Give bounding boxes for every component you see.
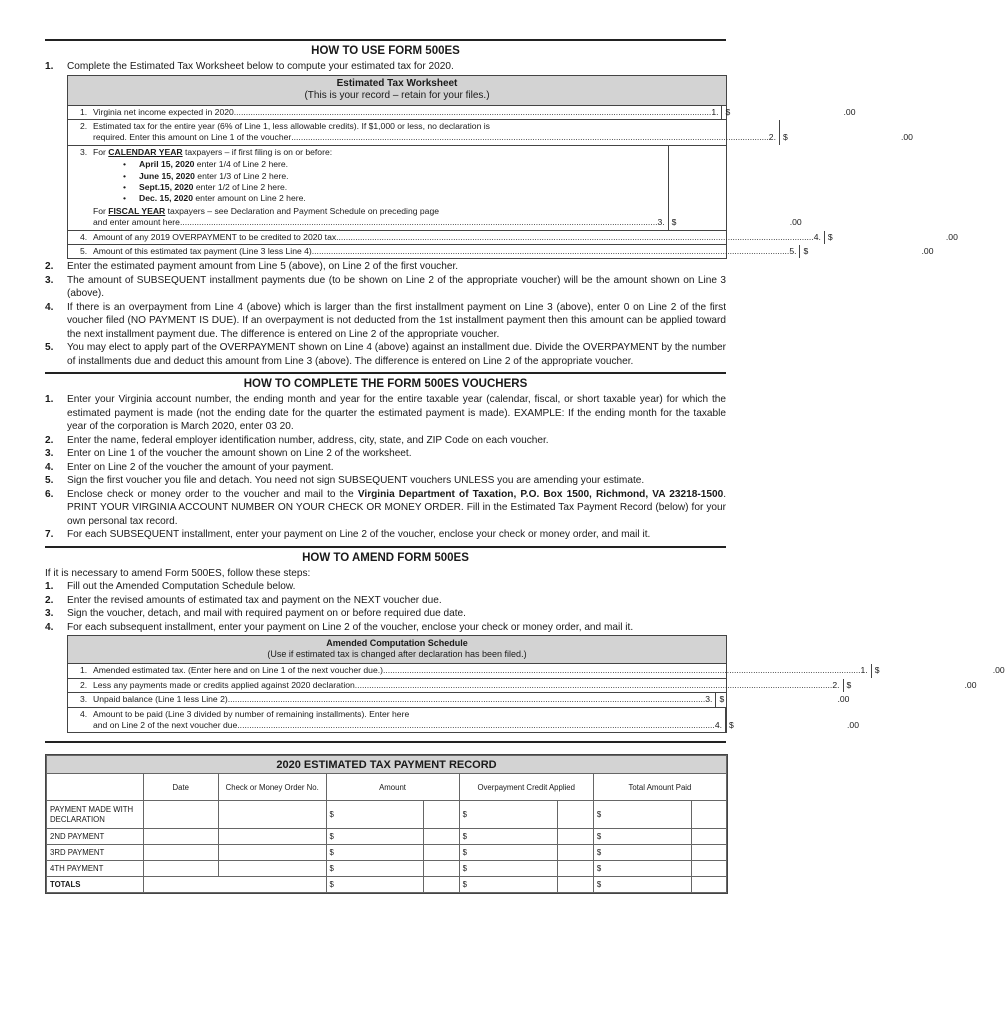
instruction-item: 3. Sign the voucher, detach, and mail with required payment on or before required due date. (45, 608, 466, 620)
check-cell[interactable] (218, 801, 326, 829)
instruction-item: 3. The amount of SUBSEQUENT installment payments due (to be shown on Line 2 of the appropriate voucher) will be the amount shown on Line 3 (above). (45, 274, 726, 300)
amended-computation-schedule (67, 635, 1005, 733)
total-cell[interactable]: $ (593, 829, 691, 845)
row-label: TOTALS (47, 877, 144, 893)
amount-field-line-4[interactable] (824, 231, 961, 244)
overpayment-cell[interactable]: $ (459, 845, 558, 861)
amount-field-amended-4[interactable]: $ .00 (725, 708, 862, 733)
table-row (47, 861, 727, 877)
line-text-cont: and enter amount here (93, 217, 180, 228)
instruction-item: 3. Enter on Line 1 of the voucher the amount shown on Line 2 of the worksheet. (45, 448, 412, 460)
overpayment-cell[interactable]: $ (459, 801, 558, 829)
payment-record-table (45, 754, 728, 894)
schedule-row-2: 2. Less any payments made or credits applied against 2020 declaration ..... 2. $ .00 (68, 679, 726, 693)
line-ref: 1. (711, 106, 719, 117)
dollar-sign: $ (725, 106, 731, 117)
col-check: Check or Money Order No. (218, 774, 326, 801)
list-item: • April 15, 2020 enter 1/4 of Line 2 here. (123, 159, 289, 170)
amount-cell[interactable]: $ (326, 801, 424, 829)
col-amount: Amount (326, 774, 459, 801)
row-label: 2ND PAYMENT (47, 829, 144, 845)
payment-record-title: 2020 ESTIMATED TAX PAYMENT RECORD (47, 756, 727, 774)
table-header-row (47, 774, 727, 801)
line-ref: 5. (789, 245, 797, 256)
line-ref: 2. (768, 132, 776, 143)
total-total-cell[interactable]: $ (593, 877, 691, 893)
amount-field-amended-1[interactable]: $ .00 (871, 664, 1008, 677)
instruction-item: 7. For each SUBSEQUENT installment, enter your payment on Line 2 of the voucher, enclose your check or money order, and mail it. (45, 529, 651, 541)
line-number: 4. (80, 231, 88, 242)
amount-cell[interactable]: $ (326, 845, 424, 861)
amount-total-cell[interactable]: $ (326, 877, 424, 893)
dollar-sign: $ (803, 245, 809, 256)
calendar-year-text: For CALENDAR YEAR taxpayers – if first filing is on or before: (93, 146, 333, 157)
line-text: Less any payments made or credits applied against 2020 declaration (93, 679, 355, 690)
table-row (47, 829, 727, 845)
amount-field-amended-2[interactable]: $ .00 (843, 679, 980, 692)
check-cell[interactable] (218, 845, 326, 861)
schedule-subtitle: (Use if estimated tax is changed after declaration has been filed.) (267, 649, 527, 660)
worksheet-row-2 (68, 120, 913, 146)
amount-field-line-3[interactable] (668, 146, 805, 230)
row-label: 3RD PAYMENT (47, 845, 144, 861)
instruction-item: 4. For each subsequent installment, enter your payment on Line 2 of the voucher, enclose your check or money order, and mail it. (45, 621, 634, 633)
section-rule (45, 372, 726, 374)
col-date: Date (143, 774, 218, 801)
section-title-amend: HOW TO AMEND FORM 500ES (302, 551, 469, 564)
total-cell[interactable]: $ (593, 861, 691, 877)
worksheet-row-4 (68, 231, 958, 245)
amount-field-amended-3[interactable]: $ .00 (715, 693, 852, 706)
fiscal-year-text: For FISCAL YEAR taxpayers – see Declaration and Payment Schedule on preceding page (93, 205, 440, 216)
schedule-row-1: 1. Amended estimated tax. (Enter here and on Line 1 of the next voucher due.) ..... 1. $ .00 (68, 664, 726, 678)
estimated-tax-worksheet (67, 75, 958, 260)
section-rule (45, 546, 726, 548)
dollar-sign: $ (671, 217, 677, 228)
worksheet-title: Estimated Tax Worksheet (336, 77, 458, 89)
line-text: Amount to be paid (Line 3 divided by number of remaining installments). Enter here (93, 708, 410, 719)
instruction-item: 2. Enter the estimated payment amount from Line 5 (above), on Line 2 of the first voucher. (45, 261, 459, 273)
check-cell[interactable] (218, 829, 326, 845)
worksheet-row-5 (68, 245, 934, 258)
schedule-title: Amended Computation Schedule (326, 638, 468, 649)
line-text: Amount of any 2019 OVERPAYMENT to be credited to 2020 tax (93, 231, 337, 242)
instruction-item: 4. If there is an overpayment from Line 4 (above) which is larger than the first installment payment on Line 3 (above), enter 0 on Line 2 of the first voucher filed (NO PAYMENT IS DUE). If an overpayment is not deducted from the 1st installment payment then this amount can be applied toward the next installment payment due. The difference is entered on Line 2 of the appropriate voucher. (45, 301, 726, 340)
row-label: PAYMENT MADE WITH DECLARATION (47, 801, 144, 829)
amount-cell[interactable]: $ (326, 861, 424, 877)
section-title-complete: HOW TO COMPLETE THE FORM 500ES VOUCHERS (243, 378, 528, 391)
schedule-header (68, 636, 726, 664)
cents: .00 (921, 245, 934, 256)
worksheet-subtitle: (This is your record – retain for your files.) (304, 89, 490, 101)
worksheet-header (68, 76, 726, 106)
row-label: 4TH PAYMENT (47, 861, 144, 877)
instruction-item: 2. Enter the name, federal employer identification number, address, city, state, and ZIP Code on each voucher. (45, 434, 549, 446)
line-text-cont: required. Enter this amount on Line 1 of the voucher (93, 132, 292, 143)
schedule-row-3: 3. Unpaid balance (Line 1 less Line 2) ..... 3. $ .00 (68, 693, 726, 707)
total-cell[interactable]: $ (593, 801, 691, 829)
line-number: 1. (80, 106, 88, 117)
list-item: • June 15, 2020 enter 1/3 of Line 2 here. (123, 170, 289, 181)
item-number: 1. (45, 61, 54, 72)
overpayment-cell[interactable]: $ (459, 861, 558, 877)
instruction-item: 1. Enter your Virginia account number, the ending month and year for the entire taxable year (calendar, fiscal, or short taxable year) for which the estimated payment is made (not the ending date for the quarter the estimated payment is made). EXAMPLE: If the ending month for the taxable year of the corporation is March 2020, enter 03 20. (45, 394, 726, 433)
line-text: Amended estimated tax. (Enter here and on Line 1 of the next voucher due.) (93, 665, 383, 676)
instruction-item: 4. Enter on Line 2 of the voucher the amount of your payment. (45, 461, 334, 473)
overpayment-total-cell[interactable]: $ (459, 877, 558, 893)
line-number: 3. (80, 146, 88, 157)
instruction-item: 1. Fill out the Amended Computation Schedule below. (45, 581, 296, 593)
mailing-address: Virginia Department of Taxation, P.O. Box 1500, Richmond, VA 23218-1500 (357, 488, 724, 500)
line-ref: 3. (657, 217, 665, 228)
amend-lead-text: If it is necessary to amend Form 500ES, follow these steps: (45, 567, 311, 579)
date-cell[interactable] (143, 845, 218, 861)
amount-field-line-5[interactable] (799, 245, 936, 258)
col-total: Total Amount Paid (593, 774, 726, 801)
line-text: Unpaid balance (Line 1 less Line 2) (93, 694, 228, 705)
cents: .00 (789, 217, 802, 228)
instruction-item: 5. You may elect to apply part of the OVERPAYMENT shown on Line 4 (above) against an installment due. Divide the OVERPAYMENT by the number of installments due and deduct this amount from Line 3 (above). The difference is entered on Line 2 of the appropriate voucher. (45, 342, 726, 367)
cents: .00 (901, 132, 913, 143)
section-rule (45, 741, 726, 743)
instruction-item-mailing: 6. Enclose check or money order to the voucher and mail to the Virginia Department of Taxation, P.O. Box 1500, Richmond, VA 23218-1500. PRINT YOUR VIRGINIA ACCOUNT NUMBER ON YOUR CHECK OR MONEY ORDER. Fill in the Estimated Tax Payment Record (below) for your own personal tax record. (45, 488, 726, 527)
instruction-item (45, 60, 726, 74)
cents: .00 (843, 106, 856, 117)
dollar-sign: $ (782, 132, 788, 143)
item-text: Complete the Estimated Tax Worksheet below to compute your estimated tax for 2020. (67, 61, 454, 72)
date-cell[interactable] (143, 861, 218, 877)
table-row (47, 801, 727, 829)
section-rule (45, 39, 726, 41)
schedule-row-4: 4. Amount to be paid (Line 3 divided by number of remaining installments). Enter here and on Line 2 of the next voucher due ..... 4. $ .00 (68, 708, 726, 733)
line-text: Virginia net income expected in 2020 (93, 106, 234, 117)
form-page (45, 39, 1005, 894)
line-text: Estimated tax for the entire year (6% of Line 1, less allowable credits). If $1,000 or less, no declaration is (93, 120, 490, 131)
date-cell[interactable] (143, 801, 218, 829)
instruction-item: 2. Enter the revised amounts of estimated tax and payment on the NEXT voucher due. (45, 594, 442, 606)
line-ref: 4. (813, 231, 821, 242)
line-text: Amount of this estimated tax payment (Line 3 less Line 4) (93, 245, 312, 256)
cents: .00 (945, 231, 958, 242)
due-date-list (93, 159, 665, 205)
col-overpayment: Overpayment Credit Applied (459, 774, 593, 801)
worksheet-row-1 (68, 106, 856, 120)
worksheet-row-3 (68, 146, 802, 231)
check-cell[interactable] (218, 861, 326, 877)
instruction-item: 5. Sign the first voucher you file and detach. You need not sign SUBSEQUENT vouchers UNLESS you are amending your estimate. (45, 475, 645, 487)
amount-field-line-1[interactable] (721, 106, 858, 119)
table-row (47, 845, 727, 861)
line-number: 5. (80, 245, 88, 256)
dollar-sign: $ (827, 231, 833, 242)
section-title-use: HOW TO USE FORM 500ES (311, 45, 460, 57)
table-row-totals (47, 877, 727, 893)
line-number: 2. (80, 120, 88, 131)
date-cell[interactable] (143, 829, 218, 845)
list-item: • Sept.15, 2020 enter 1/2 of Line 2 here. (123, 181, 288, 192)
overpayment-cell[interactable]: $ (459, 829, 558, 845)
list-item: • Dec. 15, 2020 enter amount on Line 2 here. (123, 193, 306, 204)
amount-cell[interactable]: $ (326, 829, 424, 845)
total-cell[interactable]: $ (593, 845, 691, 861)
amount-field-line-2[interactable] (779, 120, 916, 145)
